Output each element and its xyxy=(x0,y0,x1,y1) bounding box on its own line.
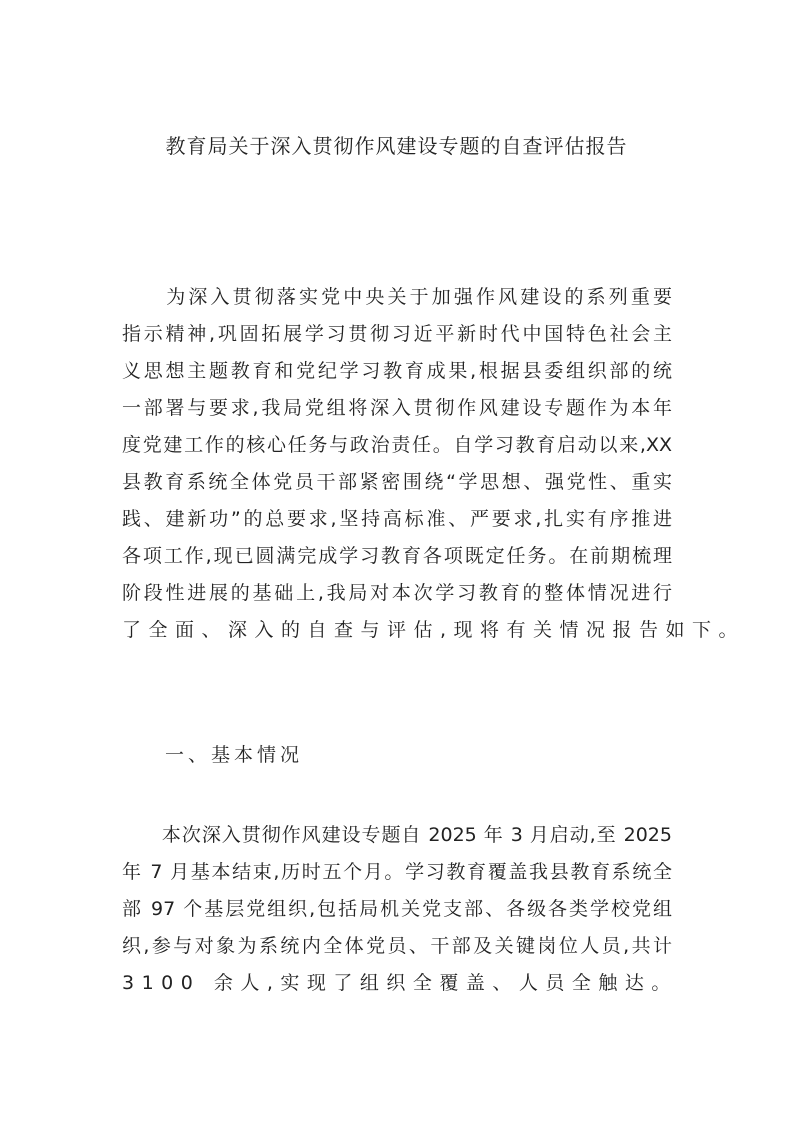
paragraph-line: 县教育系统全体党员干部紧密围绕“学思想、强党性、重实 xyxy=(122,471,672,493)
paragraph-line: 织,参与对象为系统内全体党员、干部及关键岗位人员,共计 xyxy=(122,935,672,957)
paragraph-line: 了全面、深入的自查与评估,现将有关情况报告如下。 xyxy=(122,619,746,641)
document-title: 教育局关于深入贯彻作风建设专题的自查评估报告 xyxy=(165,134,628,158)
paragraph-line: 3100 余人,实现了组织全覆盖、人员全触达。 xyxy=(122,972,678,994)
paragraph-line: 一部署与要求,我局党组将深入贯彻作风建设专题作为本年 xyxy=(122,397,672,419)
paragraph-line: 为深入贯彻落实党中央关于加强作风建设的系列重要 xyxy=(122,286,672,308)
paragraph-line: 阶段性进展的基础上,我局对本次学习教育的整体情况进行 xyxy=(122,582,672,604)
paragraph-line: 义思想主题教育和党纪学习教育成果,根据县委组织部的统 xyxy=(122,360,672,382)
paragraph-line: 部 97 个基层党组织,包括局机关党支部、各级各类学校党组 xyxy=(122,898,672,920)
paragraph-line: 年 7 月基本结束,历时五个月。学习教育覆盖我县教育系统全 xyxy=(122,861,672,883)
paragraph-line: 践、建新功”的总要求,坚持高标准、严要求,扎实有序推进 xyxy=(122,508,672,530)
section-heading: 一、基本情况 xyxy=(165,744,304,766)
paragraph-line: 本次深入贯彻作风建设专题自 2025 年 3 月启动,至 2025 xyxy=(122,824,672,846)
paragraph-line: 度党建工作的核心任务与政治责任。自学习教育启动以来,XX xyxy=(122,434,672,456)
paragraph-line: 指示精神,巩固拓展学习贯彻习近平新时代中国特色社会主 xyxy=(122,323,672,345)
paragraph-line: 各项工作,现已圆满完成学习教育各项既定任务。在前期梳理 xyxy=(122,545,672,567)
